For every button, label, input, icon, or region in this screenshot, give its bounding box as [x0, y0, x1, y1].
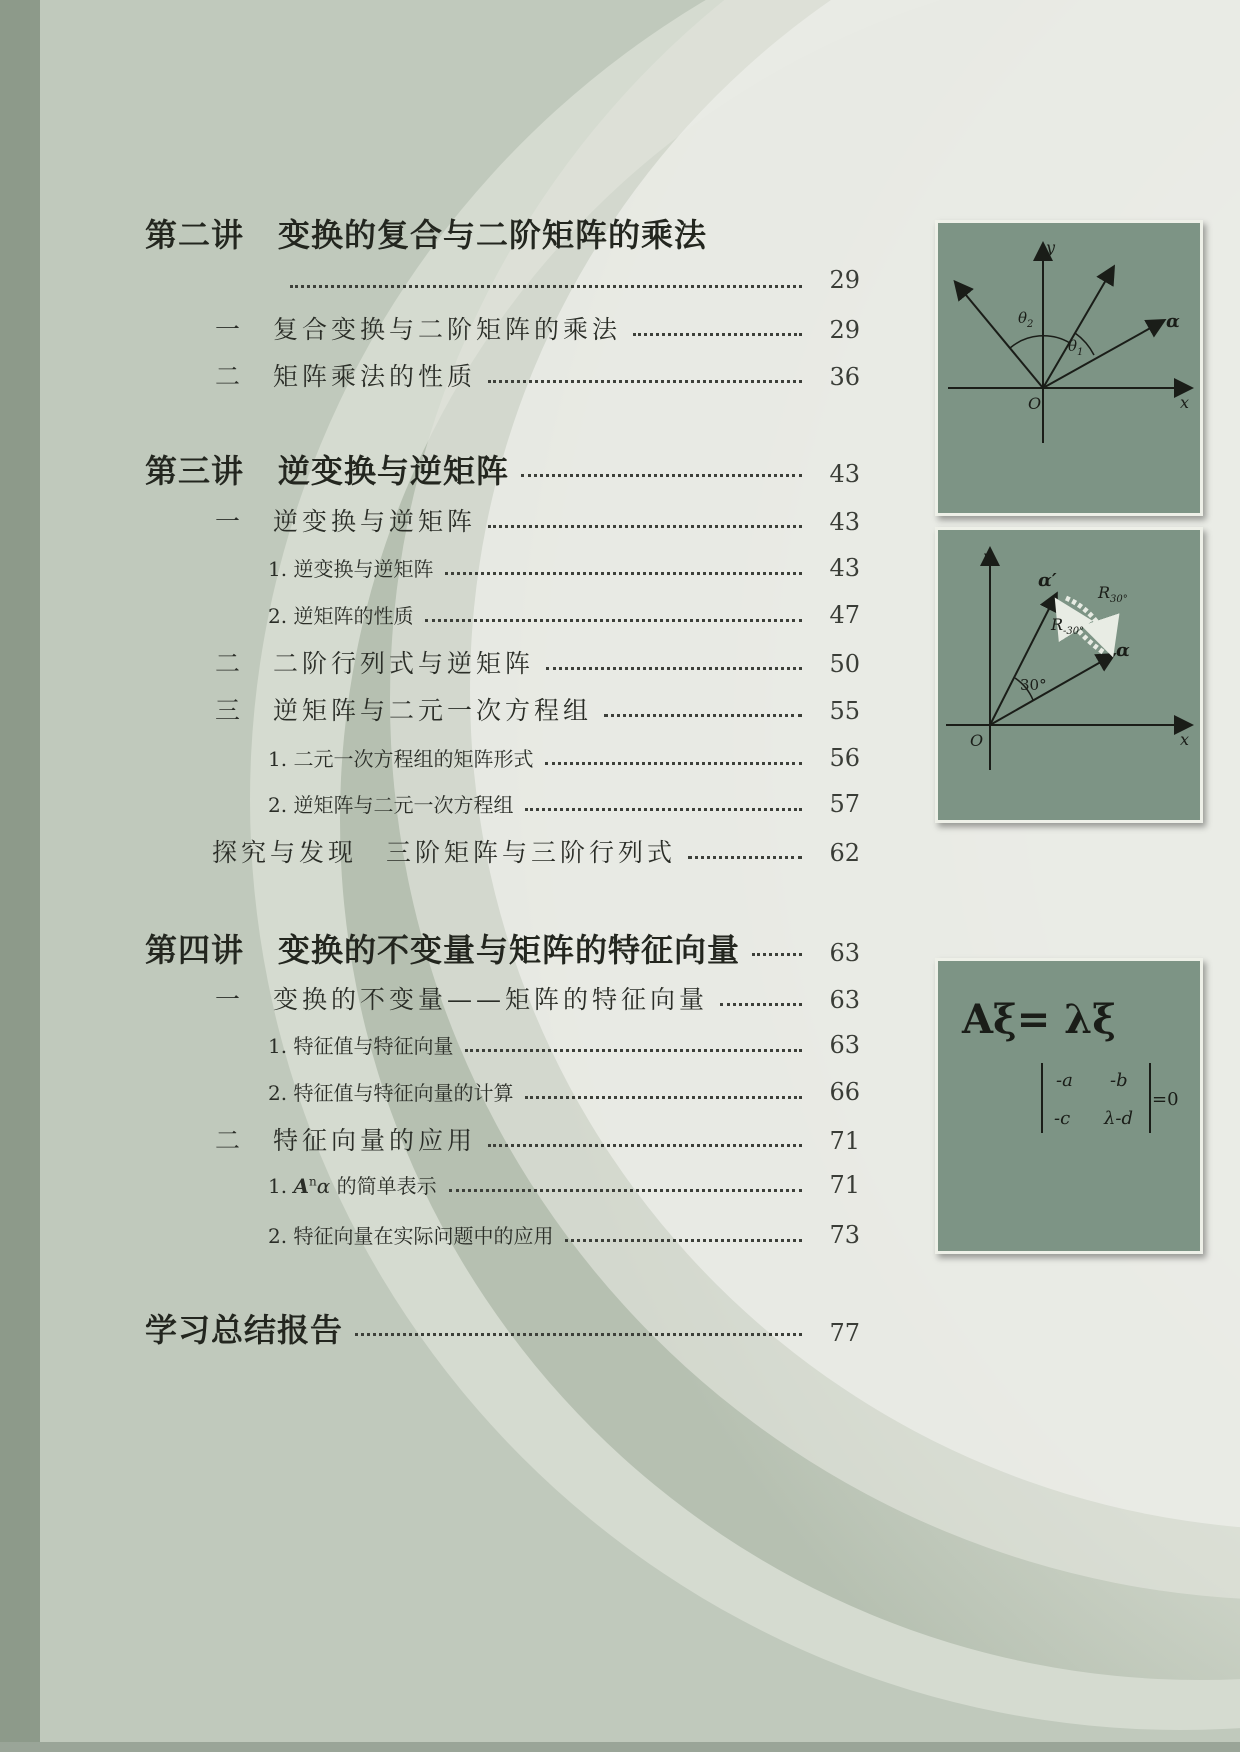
section-mark: 二 — [215, 362, 241, 391]
chapter-3-explore[interactable] — [212, 833, 860, 869]
page-number: 50 — [829, 650, 860, 678]
subsection-title: 1. 二元一次方程组的矩阵形式 — [268, 747, 534, 771]
rneg30-label: $R_{-30^\circ}$ — [1051, 615, 1085, 637]
vector-middle — [1043, 268, 1113, 388]
theta-1-label: $\theta_1$ — [1068, 337, 1084, 358]
chapter-2-label: 第二讲 — [145, 216, 245, 254]
theta-2-arc — [1010, 336, 1070, 348]
page-number: 55 — [829, 697, 860, 725]
figure-3-graphic — [938, 961, 1200, 1251]
section-title: 矩阵乘法的性质 — [273, 362, 477, 391]
chapter-4-subsection-1-1[interactable] — [268, 1030, 860, 1059]
page-number: 71 — [829, 1127, 860, 1155]
chapter-3-subsection-1-1[interactable] — [268, 553, 860, 582]
alpha-prime-label: α′ — [1038, 570, 1057, 591]
figure-rotation-30 — [935, 527, 1203, 823]
section-mark: 一 — [215, 507, 241, 536]
page-number: 47 — [829, 601, 860, 629]
chapter-4-title[interactable] — [145, 925, 860, 971]
page-number: 63 — [829, 939, 860, 967]
subsection-title: 2. 逆矩阵与二元一次方程组 — [268, 793, 514, 817]
chapter-4-subsection-2-1[interactable] — [268, 1170, 860, 1199]
angle-label: 30° — [1020, 676, 1047, 694]
dot-leader — [465, 1049, 802, 1052]
alpha-label: α — [1116, 640, 1130, 661]
matrix-entry-12: -b — [1110, 1070, 1128, 1091]
dot-leader — [488, 380, 802, 383]
section-title: 变换的不变量——矩阵的特征向量 — [273, 985, 709, 1014]
chapter-4-section-1[interactable] — [215, 980, 860, 1016]
summary-title: 学习总结报告 — [145, 1311, 344, 1349]
chapter-3-subsection-3-1[interactable] — [268, 743, 860, 772]
chapter-3-subsection-3-2[interactable] — [268, 789, 860, 818]
dot-leader — [688, 856, 802, 859]
summary-entry[interactable] — [145, 1305, 860, 1351]
chapter-2-heading: 变换的复合与二阶矩阵的乘法 — [278, 216, 708, 254]
chapter-3-section-3[interactable] — [215, 691, 860, 727]
dot-leader — [449, 1189, 802, 1192]
page-number: 57 — [829, 790, 860, 818]
figure-1-graphic — [938, 223, 1200, 513]
dot-leader — [425, 619, 802, 622]
alpha-label: α — [1166, 311, 1180, 332]
eigen-equation: Aξ= λξ — [962, 996, 1116, 1043]
dot-leader — [604, 714, 802, 717]
page-number: 73 — [829, 1221, 860, 1249]
section-mark: 三 — [215, 696, 241, 725]
page-number: 77 — [829, 1319, 860, 1347]
section-title: 逆矩阵与二元一次方程组 — [273, 696, 593, 725]
figure-2-graphic — [938, 530, 1200, 820]
chapter-2-leader-row[interactable] — [290, 266, 860, 294]
matrix-entry-11: -a — [1056, 1070, 1073, 1091]
figure-rotation-angles — [935, 220, 1203, 516]
explore-title: 探究与发现 三阶矩阵与三阶行列式 — [212, 838, 677, 867]
determinant-equals-zero: =0 — [1152, 1089, 1179, 1110]
subsection-title: 2. 特征向量在实际问题中的应用 — [268, 1224, 554, 1248]
matrix-entry-21: -c — [1054, 1108, 1071, 1129]
r30-label: $R_{30^\circ}$ — [1098, 583, 1128, 605]
chapter-3-title[interactable] — [145, 446, 860, 492]
dot-leader — [488, 1144, 802, 1147]
chapter-4-heading: 变换的不变量与矩阵的特征向量 — [278, 931, 741, 969]
dot-leader — [488, 525, 802, 528]
chapter-3-section-2[interactable] — [215, 644, 860, 680]
section-mark: 一 — [215, 985, 241, 1014]
dot-leader — [525, 1096, 802, 1099]
page-number: 66 — [829, 1078, 860, 1106]
section-mark: 二 — [215, 649, 241, 678]
dot-leader — [545, 762, 802, 765]
page-number: 43 — [829, 460, 860, 488]
page-number: 63 — [829, 986, 860, 1014]
dot-leader — [521, 474, 802, 477]
page-number: 63 — [829, 1031, 860, 1059]
chapter-4-label: 第四讲 — [145, 931, 245, 969]
subsection-title: 2. 特征值与特征向量的计算 — [268, 1081, 514, 1105]
subsection-title: 1. 特征值与特征向量 — [268, 1034, 454, 1058]
chapter-3-label: 第三讲 — [145, 452, 245, 490]
chapter-4-subsection-1-2[interactable] — [268, 1077, 860, 1106]
chapter-2-section-1[interactable] — [215, 310, 860, 346]
subsection-title: 1. $A^n\alpha$ 的简单表示 — [268, 1174, 437, 1198]
section-title: 特征向量的应用 — [273, 1126, 477, 1155]
dot-leader — [633, 333, 802, 336]
vector-alpha — [1043, 321, 1163, 388]
page-number: 56 — [829, 744, 860, 772]
chapter-3-section-1[interactable] — [215, 502, 860, 538]
section-title: 逆变换与逆矩阵 — [273, 507, 477, 536]
y-label: y — [983, 547, 993, 566]
matrix-entry-22: λ-d — [1104, 1108, 1134, 1129]
x-label: x — [1180, 393, 1190, 412]
dot-leader — [525, 808, 802, 811]
page-number: 29 — [829, 316, 860, 344]
page-number: 71 — [829, 1171, 860, 1199]
section-mark: 一 — [215, 315, 241, 344]
page-number: 43 — [829, 554, 860, 582]
subsection-title: 2. 逆矩阵的性质 — [268, 604, 414, 628]
vector-left — [956, 283, 1043, 388]
origin-label: O — [1028, 394, 1042, 413]
chapter-2-title[interactable] — [145, 210, 707, 256]
dot-leader — [355, 1333, 802, 1336]
section-mark: 二 — [215, 1126, 241, 1155]
dot-leader — [565, 1239, 802, 1242]
section-title: 复合变换与二阶矩阵的乘法 — [273, 315, 622, 344]
dot-leader — [720, 1003, 802, 1006]
chapter-4-section-2[interactable] — [215, 1121, 860, 1157]
figure-eigen-equation — [935, 958, 1203, 1254]
origin-label: O — [970, 731, 984, 750]
chapter-4-subsection-2-2[interactable] — [268, 1220, 860, 1249]
dot-leader — [546, 667, 802, 670]
page-number: 62 — [829, 839, 860, 867]
subsection-title: 1. 逆变换与逆矩阵 — [268, 557, 434, 581]
theta-2-label: $\theta_2$ — [1018, 309, 1034, 330]
dot-leader — [752, 953, 802, 956]
dot-leader — [445, 572, 802, 575]
page-number: 29 — [829, 266, 860, 294]
x-label: x — [1180, 730, 1190, 749]
y-label: y — [1046, 238, 1056, 257]
section-title: 二阶行列式与逆矩阵 — [273, 649, 535, 678]
dot-leader — [290, 285, 802, 288]
page-number: 36 — [829, 363, 860, 391]
chapter-3-heading: 逆变换与逆矩阵 — [278, 452, 510, 490]
chapter-3-subsection-1-2[interactable] — [268, 600, 860, 629]
page-number: 43 — [829, 508, 860, 536]
chapter-2-section-2[interactable] — [215, 357, 860, 393]
